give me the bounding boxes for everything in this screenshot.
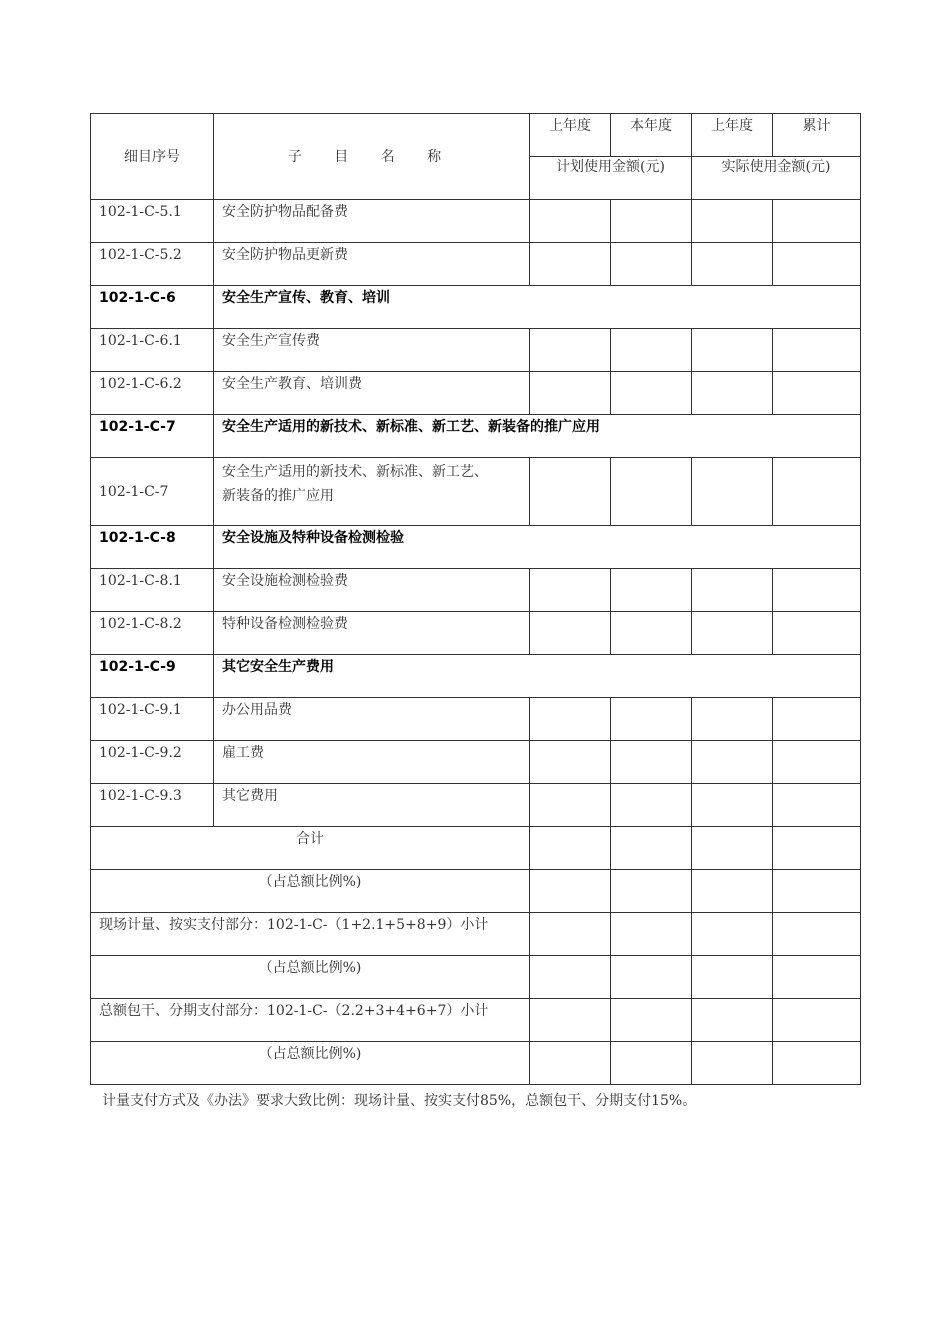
section-row	[91, 526, 861, 569]
cell-empty	[530, 569, 611, 612]
header-prev-actual: 上年度	[692, 114, 773, 157]
cell-empty	[530, 784, 611, 827]
row-name-line: 安全生产适用的新技术、新标准、新工艺、	[222, 464, 488, 480]
cell-empty	[773, 569, 861, 612]
onsite-subtotal-label: 现场计量、按实支付部分：102-1-C-（1+2.1+5+8+9）小计	[91, 913, 530, 956]
summary-row	[91, 999, 861, 1042]
section-row	[91, 415, 861, 458]
cell-empty	[611, 200, 692, 243]
cell-empty	[611, 329, 692, 372]
header-name-text: 子 目 名 称	[287, 148, 456, 165]
cell-empty	[773, 243, 861, 286]
cell-empty	[692, 698, 773, 741]
cell-empty	[773, 827, 861, 870]
cell-empty	[530, 870, 611, 913]
row-code: 102-1-C-8.2	[91, 612, 214, 655]
cell-empty	[773, 1042, 861, 1085]
cell-empty	[773, 458, 861, 526]
cell-empty	[611, 612, 692, 655]
section-row	[91, 655, 861, 698]
cell-empty	[692, 200, 773, 243]
cell-empty	[773, 372, 861, 415]
section-name: 安全设施及特种设备检测检验	[214, 526, 861, 569]
cell-empty	[611, 243, 692, 286]
cell-empty	[611, 698, 692, 741]
expense-table	[90, 113, 861, 1085]
cell-empty	[611, 1042, 692, 1085]
cell-empty	[773, 612, 861, 655]
row-code: 102-1-C-9.1	[91, 698, 214, 741]
summary-row	[91, 827, 861, 870]
cell-empty	[773, 870, 861, 913]
row-name: 安全生产教育、培训费	[214, 372, 530, 415]
row-code: 102-1-C-7	[91, 458, 214, 526]
section-code: 102-1-C-8	[91, 526, 214, 569]
cell-empty	[773, 784, 861, 827]
header-prev-plan: 上年度	[530, 114, 611, 157]
row-name: 其它费用	[214, 784, 530, 827]
cell-empty	[773, 741, 861, 784]
footnote: 计量支付方式及《办法》要求大致比例：现场计量、按实支付85%，总额包干、分期支付15%。	[102, 1093, 697, 1109]
cell-empty	[530, 999, 611, 1042]
cell-empty	[530, 956, 611, 999]
row-code: 102-1-C-9.3	[91, 784, 214, 827]
section-code: 102-1-C-9	[91, 655, 214, 698]
row-code: 102-1-C-5.1	[91, 200, 214, 243]
header-name	[214, 114, 530, 200]
section-name: 安全生产适用的新技术、新标准、新工艺、新装备的推广应用	[214, 415, 861, 458]
total-label: 合计	[91, 827, 530, 870]
cell-empty	[692, 913, 773, 956]
row-code: 102-1-C-6.1	[91, 329, 214, 372]
cell-empty	[611, 956, 692, 999]
cell-empty	[692, 784, 773, 827]
row-name: 安全防护物品更新费	[214, 243, 530, 286]
cell-empty	[611, 827, 692, 870]
cell-empty	[773, 999, 861, 1042]
section-row	[91, 286, 861, 329]
summary-row	[91, 870, 861, 913]
row-name: 办公用品费	[214, 698, 530, 741]
cell-empty	[692, 243, 773, 286]
cell-empty	[773, 913, 861, 956]
cell-empty	[611, 784, 692, 827]
cell-empty	[530, 200, 611, 243]
section-code: 102-1-C-6	[91, 286, 214, 329]
table-row	[91, 698, 861, 741]
cell-empty	[773, 956, 861, 999]
ratio-label: （占总额比例%)	[91, 870, 530, 913]
lumpsum-subtotal-label: 总额包干、分期支付部分：102-1-C-（2.2+3+4+6+7）小计	[91, 999, 530, 1042]
summary-row	[91, 1042, 861, 1085]
row-name-line: 新装备的推广应用	[222, 488, 334, 504]
row-code: 102-1-C-5.2	[91, 243, 214, 286]
cell-empty	[773, 200, 861, 243]
cell-empty	[692, 372, 773, 415]
table-row	[91, 200, 861, 243]
cell-empty	[530, 458, 611, 526]
section-name: 其它安全生产费用	[214, 655, 861, 698]
table-row	[91, 372, 861, 415]
section-name: 安全生产宣传、教育、培训	[214, 286, 861, 329]
cell-empty	[611, 741, 692, 784]
cell-empty	[692, 741, 773, 784]
summary-row	[91, 913, 861, 956]
cell-empty	[530, 698, 611, 741]
row-name: 安全设施检测检验费	[214, 569, 530, 612]
cell-empty	[530, 243, 611, 286]
row-name: 安全防护物品配备费	[214, 200, 530, 243]
cell-empty	[692, 870, 773, 913]
cell-empty	[530, 329, 611, 372]
cell-empty	[692, 458, 773, 526]
header-cumulative: 累计	[773, 114, 861, 157]
ratio-label: （占总额比例%)	[91, 956, 530, 999]
cell-empty	[611, 569, 692, 612]
cell-empty	[611, 913, 692, 956]
cell-empty	[692, 612, 773, 655]
cell-empty	[530, 372, 611, 415]
row-name: 特种设备检测检验费	[214, 612, 530, 655]
cell-empty	[773, 698, 861, 741]
table-row	[91, 741, 861, 784]
table-row	[91, 243, 861, 286]
cell-empty	[530, 913, 611, 956]
section-code: 102-1-C-7	[91, 415, 214, 458]
cell-empty	[530, 1042, 611, 1085]
cell-empty	[773, 329, 861, 372]
table-row	[91, 458, 861, 526]
row-name: 雇工费	[214, 741, 530, 784]
row-name	[214, 458, 530, 526]
ratio-label: （占总额比例%)	[91, 1042, 530, 1085]
cell-empty	[530, 741, 611, 784]
cell-empty	[692, 329, 773, 372]
table-row	[91, 612, 861, 655]
cell-empty	[530, 827, 611, 870]
row-code: 102-1-C-9.2	[91, 741, 214, 784]
summary-row	[91, 956, 861, 999]
cell-empty	[611, 458, 692, 526]
row-name: 安全生产宣传费	[214, 329, 530, 372]
table-row	[91, 569, 861, 612]
cell-empty	[692, 569, 773, 612]
cell-empty	[692, 999, 773, 1042]
cell-empty	[692, 956, 773, 999]
header-actual-amount: 实际使用金额(元)	[692, 157, 861, 200]
row-code: 102-1-C-6.2	[91, 372, 214, 415]
cell-empty	[692, 827, 773, 870]
table-row	[91, 329, 861, 372]
cell-empty	[611, 372, 692, 415]
header-curr-plan: 本年度	[611, 114, 692, 157]
table-row	[91, 784, 861, 827]
cell-empty	[611, 870, 692, 913]
row-code: 102-1-C-8.1	[91, 569, 214, 612]
header-plan-amount: 计划使用金额(元)	[530, 157, 692, 200]
cell-empty	[692, 1042, 773, 1085]
cell-empty	[530, 612, 611, 655]
cell-empty	[611, 999, 692, 1042]
header-code: 细目序号	[91, 114, 214, 200]
